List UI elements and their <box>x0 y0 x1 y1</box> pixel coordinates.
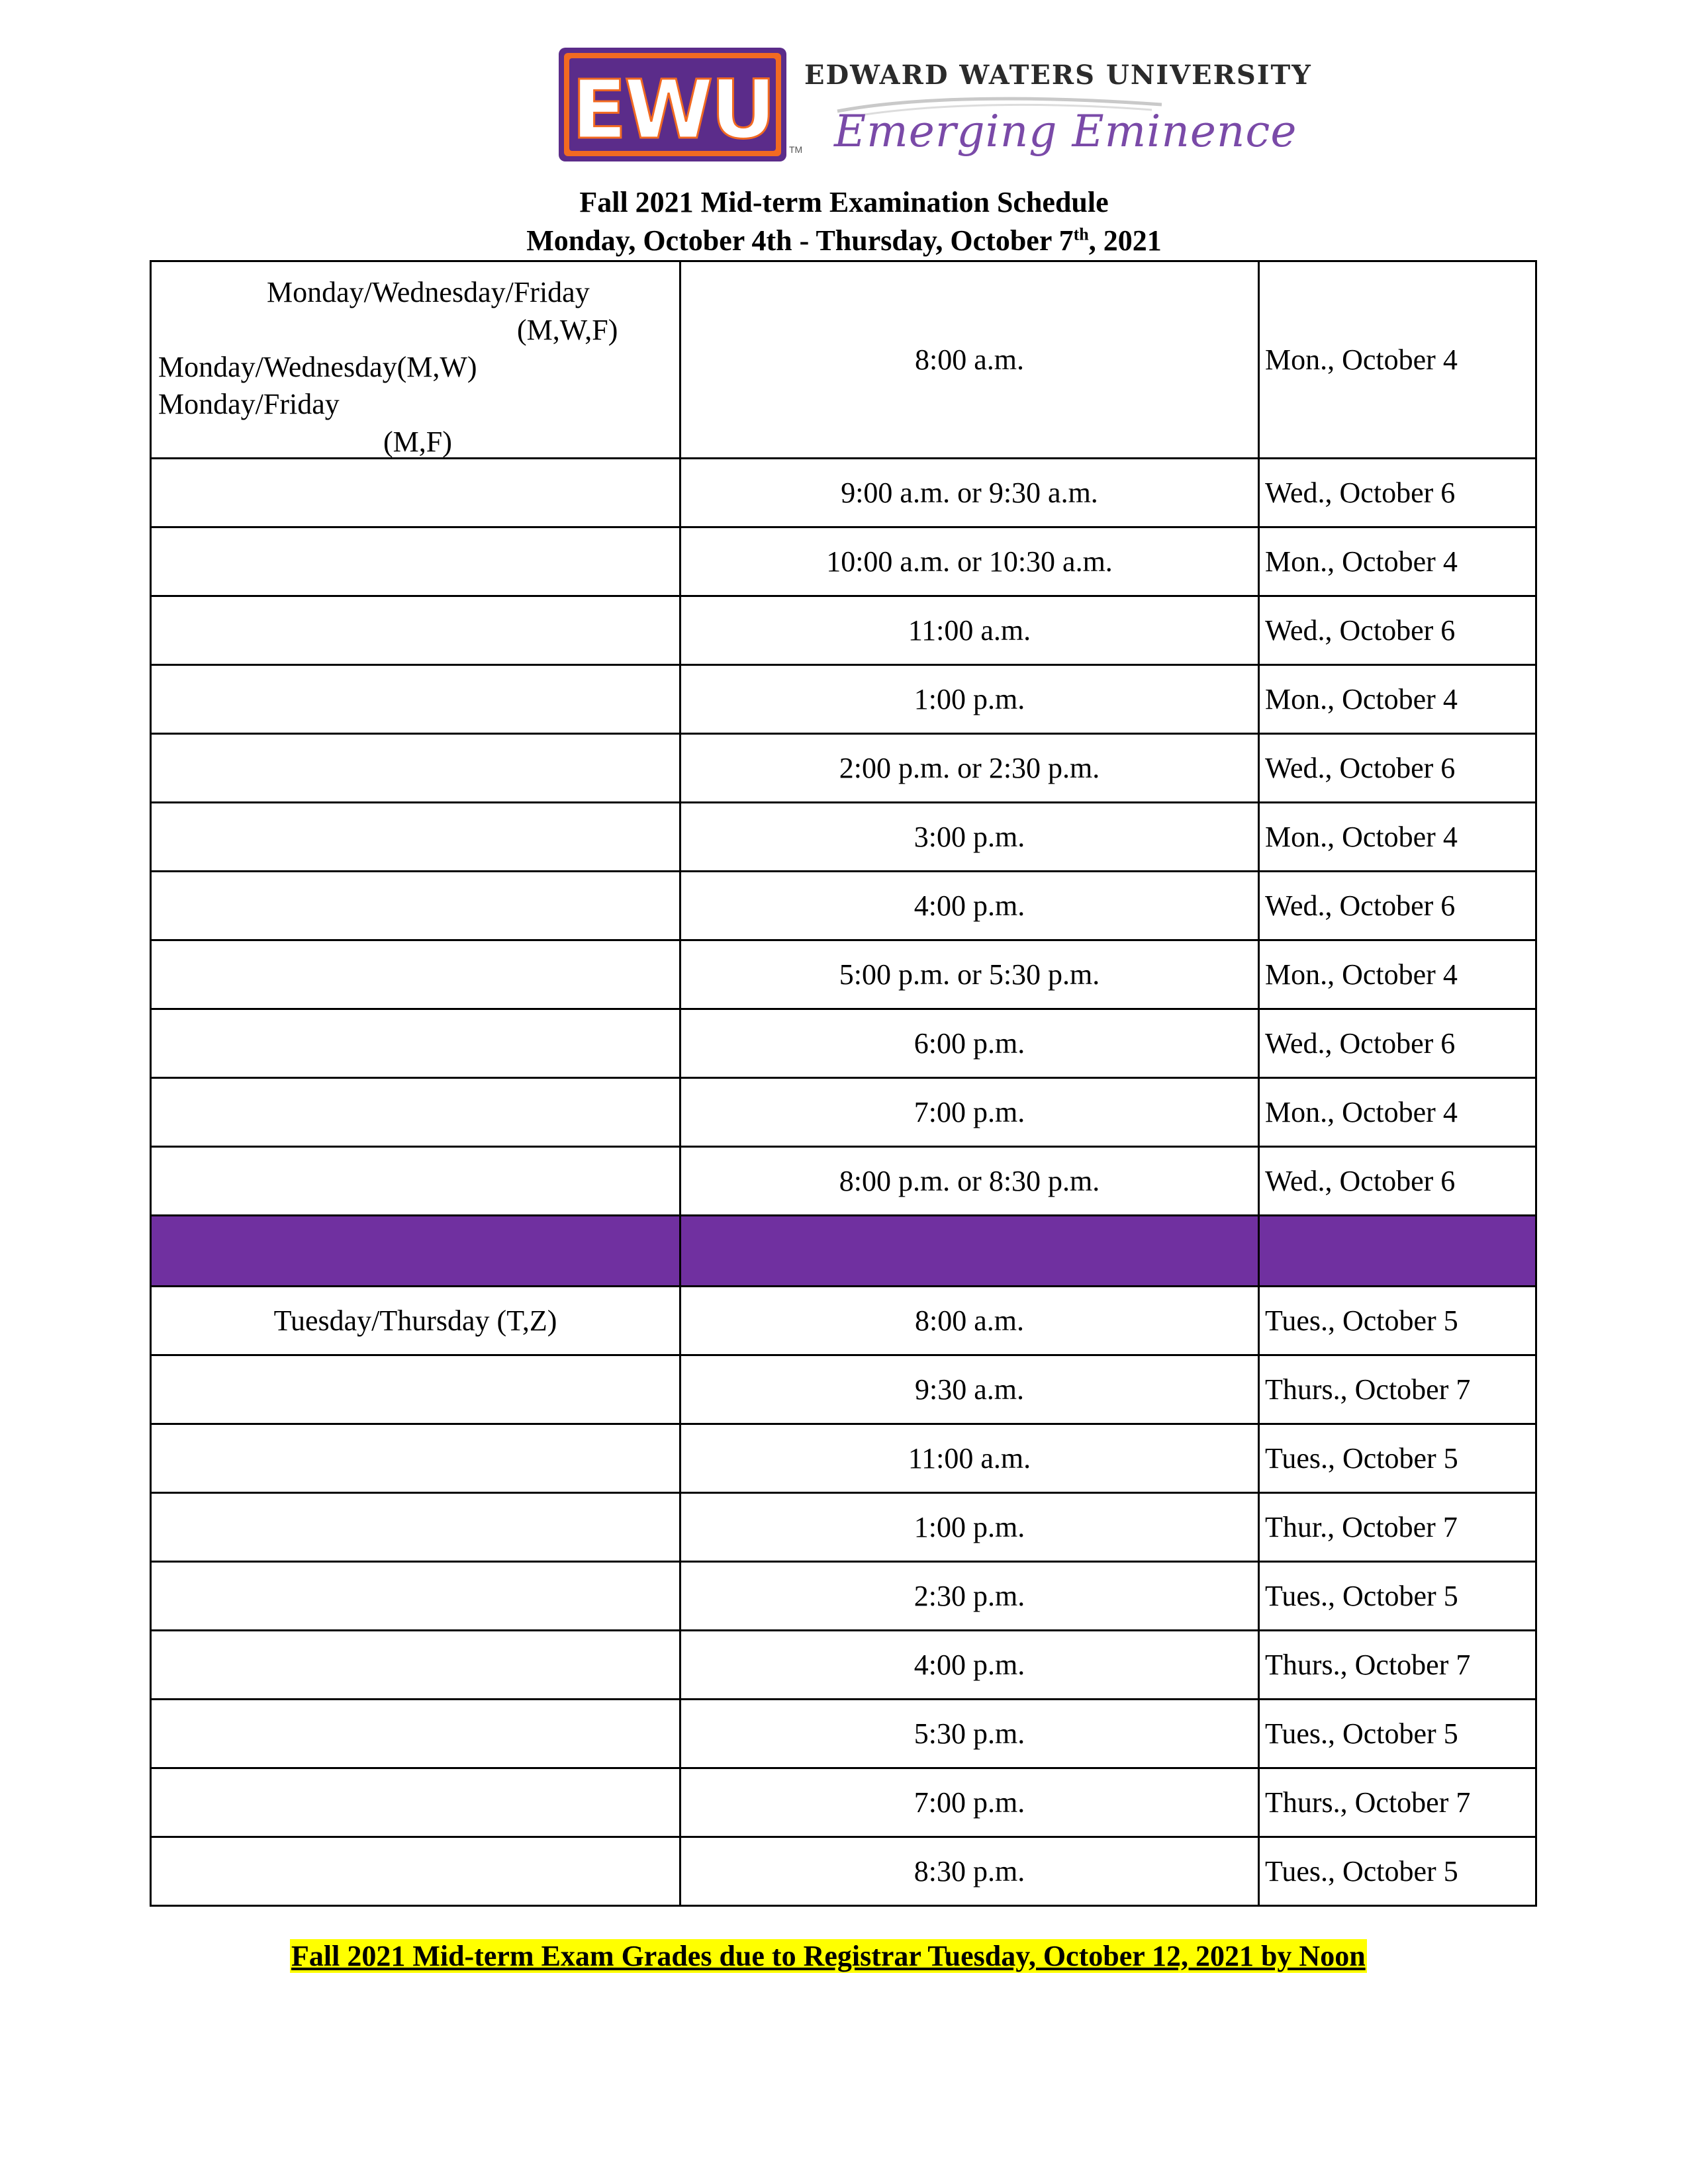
days-cell <box>151 1768 680 1837</box>
table-row <box>151 261 1536 459</box>
table-row <box>151 1287 1536 1355</box>
exam-date-cell: Mon., October 4 <box>1259 803 1536 872</box>
class-time-cell: 6:00 p.m. <box>680 1009 1259 1078</box>
table-row <box>151 872 1536 940</box>
table-row <box>151 665 1536 734</box>
days-cell <box>151 1493 680 1562</box>
table-row <box>151 940 1536 1009</box>
table-row <box>151 1147 1536 1216</box>
day-pattern-code: (M,F) <box>383 425 452 458</box>
group-separator-row <box>151 1216 1536 1287</box>
days-cell <box>151 940 680 1009</box>
days-cell <box>151 527 680 596</box>
days-cell <box>151 1562 680 1631</box>
days-cell <box>151 803 680 872</box>
exam-date-cell: Tues., October 5 <box>1259 1562 1536 1631</box>
exam-date-cell: Mon., October 4 <box>1259 527 1536 596</box>
exam-date-cell: Thurs., October 7 <box>1259 1768 1536 1837</box>
class-time-cell: 7:00 p.m. <box>680 1078 1259 1147</box>
class-time-cell: 11:00 a.m. <box>680 1424 1259 1493</box>
grades-due-note: Fall 2021 Mid-term Exam Grades due to Registrar Tuesday, October 12, 2021 by Noon <box>291 1940 1366 1972</box>
exam-date-cell: Thur., October 7 <box>1259 1493 1536 1562</box>
exam-date-cell: Tues., October 5 <box>1259 1424 1536 1493</box>
class-time-cell: 3:00 p.m. <box>680 803 1259 872</box>
days-cell <box>151 1009 680 1078</box>
table-row <box>151 1562 1536 1631</box>
table-row <box>151 1424 1536 1493</box>
table-row <box>151 459 1536 527</box>
days-cell <box>151 872 680 940</box>
table-row <box>151 1837 1536 1906</box>
day-pattern-label: Monday/Wednesday(M,W) <box>158 350 477 383</box>
table-row <box>151 1355 1536 1424</box>
date-range-year: , 2021 <box>1088 224 1162 257</box>
class-time-cell: 2:00 p.m. or 2:30 p.m. <box>680 734 1259 803</box>
table-row <box>151 1493 1536 1562</box>
days-cell <box>151 1700 680 1768</box>
day-pattern-label: Monday/Wednesday/Friday <box>267 275 590 308</box>
exam-date-cell: Wed., October 6 <box>1259 872 1536 940</box>
table-row <box>151 1009 1536 1078</box>
class-time-cell: 8:00 a.m. <box>680 261 1259 459</box>
class-time-cell: 4:00 p.m. <box>680 1631 1259 1700</box>
day-pattern-code: (M,W,F) <box>517 313 618 346</box>
mwf-days-cell <box>151 261 680 459</box>
table-row <box>151 1768 1536 1837</box>
days-cell <box>151 665 680 734</box>
exam-date-cell: Thurs., October 7 <box>1259 1631 1536 1700</box>
exam-date-cell: Mon., October 4 <box>1259 665 1536 734</box>
date-range-text: Monday, October 4th - Thursday, October 7 <box>526 224 1074 257</box>
schedule-date-range <box>0 224 1688 257</box>
class-time-cell: 11:00 a.m. <box>680 596 1259 665</box>
days-cell <box>151 1078 680 1147</box>
exam-date-cell: Wed., October 6 <box>1259 1009 1536 1078</box>
exam-date-cell: Thurs., October 7 <box>1259 1355 1536 1424</box>
exam-date-cell: Tues., October 5 <box>1259 1287 1536 1355</box>
days-cell <box>151 1424 680 1493</box>
exam-date-cell: Wed., October 6 <box>1259 734 1536 803</box>
days-cell <box>151 734 680 803</box>
days-cell <box>151 1147 680 1216</box>
exam-date-cell: Wed., October 6 <box>1259 459 1536 527</box>
ewu-logo-letters: EWU <box>571 63 774 157</box>
class-time-cell: 10:00 a.m. or 10:30 a.m. <box>680 527 1259 596</box>
class-time-cell: 8:00 a.m. <box>680 1287 1259 1355</box>
date-range-suffix: th <box>1073 224 1089 244</box>
class-time-cell: 9:00 a.m. or 9:30 a.m. <box>680 459 1259 527</box>
day-pattern-label: Monday/Friday <box>158 387 340 420</box>
class-time-cell: 4:00 p.m. <box>680 872 1259 940</box>
tz-days-cell: Tuesday/Thursday (T,Z) <box>151 1287 680 1355</box>
class-time-cell: 9:30 a.m. <box>680 1355 1259 1424</box>
exam-date-cell: Mon., October 4 <box>1259 940 1536 1009</box>
exam-date-cell: Tues., October 5 <box>1259 1837 1536 1906</box>
days-cell <box>151 596 680 665</box>
days-cell <box>151 1837 680 1906</box>
exam-date-cell: Mon., October 4 <box>1259 261 1536 459</box>
class-time-cell: 7:00 p.m. <box>680 1768 1259 1837</box>
class-time-cell: 5:30 p.m. <box>680 1700 1259 1768</box>
table-row <box>151 803 1536 872</box>
class-time-cell: 8:30 p.m. <box>680 1837 1259 1906</box>
exam-date-cell: Wed., October 6 <box>1259 596 1536 665</box>
table-row <box>151 1700 1536 1768</box>
exam-date-cell: Wed., October 6 <box>1259 1147 1536 1216</box>
days-cell <box>151 459 680 527</box>
class-time-cell: 8:00 p.m. or 8:30 p.m. <box>680 1147 1259 1216</box>
schedule-title: Fall 2021 Mid-term Examination Schedule <box>579 186 1109 218</box>
table-row <box>151 1078 1536 1147</box>
exam-schedule-table <box>150 260 1537 1907</box>
days-cell <box>151 1631 680 1700</box>
trademark-mark: TM <box>789 144 803 155</box>
class-time-cell: 2:30 p.m. <box>680 1562 1259 1631</box>
table-row <box>151 734 1536 803</box>
class-time-cell: 1:00 p.m. <box>680 1493 1259 1562</box>
exam-date-cell: Tues., October 5 <box>1259 1700 1536 1768</box>
days-cell <box>151 1355 680 1424</box>
table-row <box>151 596 1536 665</box>
university-tagline: Emerging Eminence <box>834 106 1297 157</box>
exam-date-cell: Mon., October 4 <box>1259 1078 1536 1147</box>
table-row <box>151 527 1536 596</box>
university-name: EDWARD WATERS UNIVERSITY <box>804 60 1312 91</box>
class-time-cell: 1:00 p.m. <box>680 665 1259 734</box>
class-time-cell: 5:00 p.m. or 5:30 p.m. <box>680 940 1259 1009</box>
ewu-logo-mark <box>556 45 801 164</box>
table-row <box>151 1631 1536 1700</box>
university-logo <box>556 45 1312 171</box>
